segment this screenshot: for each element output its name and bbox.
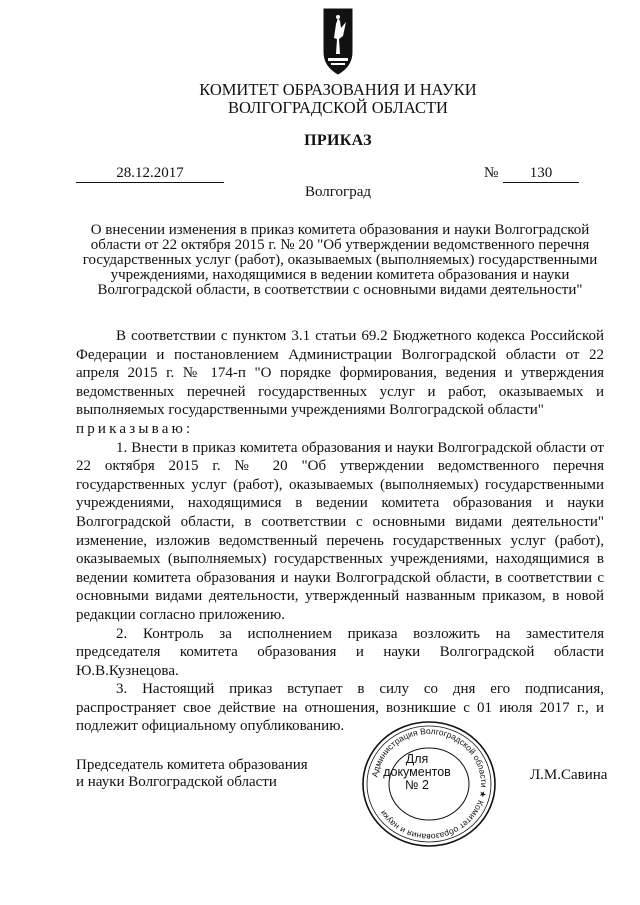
stamp-inner-line3: № 2 — [405, 778, 429, 792]
body-paragraph-preamble: В соответствии с пунктом 3.1 статьи 69.2 Бюджетного кодекса Российской Федерации и постановлением Администрации Волгоградской области от 22 апреля 2015 г. № 174-п "О порядке формирования, ведения и утверждения ведомственных перечней государственных услуг и работ, оказываемых и выполняемых государственными учреждениями Волгоградской области" — [76, 328, 604, 419]
document-date: 28.12.2017 — [76, 165, 224, 183]
organization-name-line2: ВОЛГОГРАДСКОЙ ОБЛАСТИ — [228, 98, 448, 117]
signatory-title-line1: Председатель комитета образования — [76, 757, 308, 773]
signatory-name: Л.М.Савина — [530, 767, 608, 783]
document-type-title: ПРИКАЗ — [304, 132, 372, 149]
body-paragraph-item-1: 1. Внести в приказ комитета образования и науки Волгоградской области от 22 октября 2015 г. № 20 "Об утверждении ведомственного перечня государственных услуг (работ), оказываемых (выполняемых) государственными учреждениями, находящимися в ведении комитета образования и науки Волгоградской области, в соответствии с основными видами деятельности" изменение, изложив ведомственный перечень государственных услуг (работ), оказываемых (выполняемых) государственных учреждениями, находящимися в ведении комитета образования и науки Волгоградской области, в соответствии с основными видами деятельности, утвержденный названным приказом, в новой редакции согласно приложению. — [76, 439, 604, 623]
document-body — [76, 327, 604, 736]
body-paragraph-order-word: приказываю: — [76, 420, 194, 437]
document-city: Волгоград — [304, 184, 371, 200]
document-number-label: № — [484, 165, 499, 181]
signatory-title — [76, 757, 308, 791]
stamp-inner-line1: Для — [405, 752, 429, 766]
stamp-ring-text: Администрация Волгоградской области ★ Комитет образования и науки — [369, 725, 490, 843]
document-number: 130 — [503, 165, 579, 183]
body-paragraph-item-3: 3. Настоящий приказ вступает в силу со дня его подписания, распространяет свое действие на отношения, возникшие с 01 июля 2017 г., и подлежит официальному опубликованию. — [76, 681, 604, 735]
coat-of-arms-emblem — [323, 8, 353, 76]
signatory-title-line2: и науки Волгоградской области — [76, 774, 277, 790]
stamp-inner-line2: документов — [383, 765, 451, 779]
stamp-center-text — [380, 753, 454, 792]
organization-name-line1: КОМИТЕТ ОБРАЗОВАНИЯ И НАУКИ — [199, 80, 477, 99]
document-subject: О внесении изменения в приказ комитета образования и науки Волгоградской области от 22 октября 2015 г. № 20 "Об утверждении ведомственного перечня государственных услуг (работ), оказываемых (выполняемых) государственными учреждениями, находящимися в ведении комитета образования и науки Волгоградской области, в соответствии с основными видами деятельности" — [82, 222, 598, 298]
body-paragraph-item-2: 2. Контроль за исполнением приказа возложить на заместителя председателя комитета образования и науки Волгоградской области Ю.В.Кузнецова. — [76, 625, 604, 679]
